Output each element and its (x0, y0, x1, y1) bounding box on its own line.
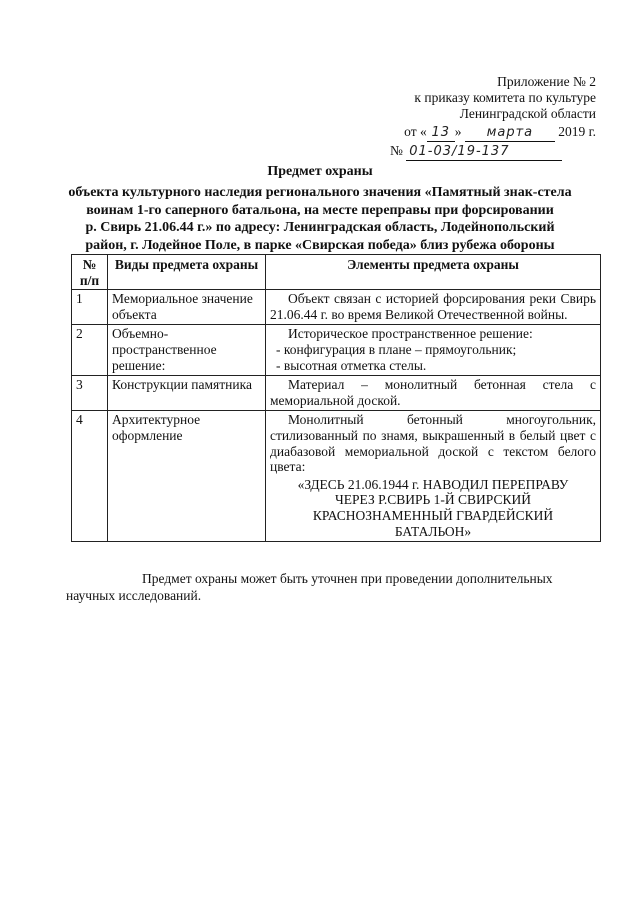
date-day-handwritten: 13 (427, 125, 455, 142)
order-reference: к приказу комитета по культуре (414, 90, 596, 105)
number-handwritten: 01-03/19-137 (406, 144, 562, 161)
protection-items-table (71, 254, 601, 542)
plaque-inscription: «ЗДЕСЬ 21.06.1944 г. НАВОДИЛ ПЕРЕПРАВУ ЧЕРЕЗ Р.СВИРЬ 1-Й СВИРСКИЙ КРАСНОЗНАМЕННЫЙ ГВАРДЕЙСКИЙ БАТАЛЬОН» (297, 476, 569, 539)
approval-block (346, 74, 596, 161)
footer-line-2: научных исследований. (66, 587, 202, 603)
appendix-label: Приложение № 2 (497, 74, 596, 89)
row-num: 4 (72, 411, 108, 542)
row-bullet: - конфигурация в плане – прямоугольник; (276, 341, 517, 357)
table-row (72, 411, 601, 542)
table-header-row (72, 255, 601, 290)
header-elements: Элементы предмета охраны (266, 255, 601, 290)
title-line-1: объекта культурного наследия регионального значения «Памятный знак-стела (68, 185, 572, 201)
row-elements (266, 411, 601, 542)
title-line-4: район, г. Лодейное Поле, в парке «Свирская победа» близ рубежа обороны (85, 237, 555, 253)
row-elements (266, 325, 601, 376)
document-title (40, 163, 600, 254)
row-type: Объемно-пространственное решение: (108, 325, 266, 376)
row-text: Историческое пространственное решение: (288, 326, 533, 342)
table-row (72, 325, 601, 376)
row-type: Архитектурное оформление (108, 411, 266, 542)
order-number (346, 143, 596, 161)
region-name: Ленинградской области (459, 106, 596, 121)
row-num: 3 (72, 376, 108, 411)
table-row (72, 290, 601, 325)
footer-line-1: Предмет охраны может быть уточнен при проведении дополнительных (142, 571, 553, 586)
date-year: 2019 г. (558, 124, 596, 139)
header-num: № п/п (72, 255, 108, 290)
row-elements (266, 376, 601, 411)
date-month-handwritten: марта (465, 125, 555, 142)
row-bullet: - высотная отметка стелы. (276, 357, 427, 373)
row-type: Конструкции памятника (108, 376, 266, 411)
number-prefix: № (390, 143, 403, 158)
row-type: Мемориальное значение объекта (108, 290, 266, 325)
row-num: 1 (72, 290, 108, 325)
table-row (72, 376, 601, 411)
title-line-3: р. Свирь 21.06.44 г.» по адресу: Ленинградская область, Лодейнопольский (85, 220, 555, 236)
title-line-2: воинам 1-го саперного батальона, на месте переправы при форсировании (86, 202, 554, 218)
row-text: Материал – монолитный бетонная стела с мемориальной доской. (270, 377, 596, 408)
row-num: 2 (72, 325, 108, 376)
date-mid: » (454, 124, 462, 139)
footer-note (66, 571, 601, 604)
header-type: Виды предмета охраны (108, 255, 266, 290)
date-prefix: от « (404, 124, 427, 139)
order-date (346, 124, 596, 142)
row-text: Объект связан с историей форсирования реки Свирь 21.06.44 г. во время Великой Отечественной войны. (270, 291, 596, 322)
row-text: Монолитный бетонный многоугольник, стилизованный по знамя, выкрашенный в белый цвет с диабазовой мемориальной доской с текстом белого цвета: (270, 412, 596, 475)
title-main: Предмет охраны (267, 164, 373, 179)
row-elements (266, 290, 601, 325)
